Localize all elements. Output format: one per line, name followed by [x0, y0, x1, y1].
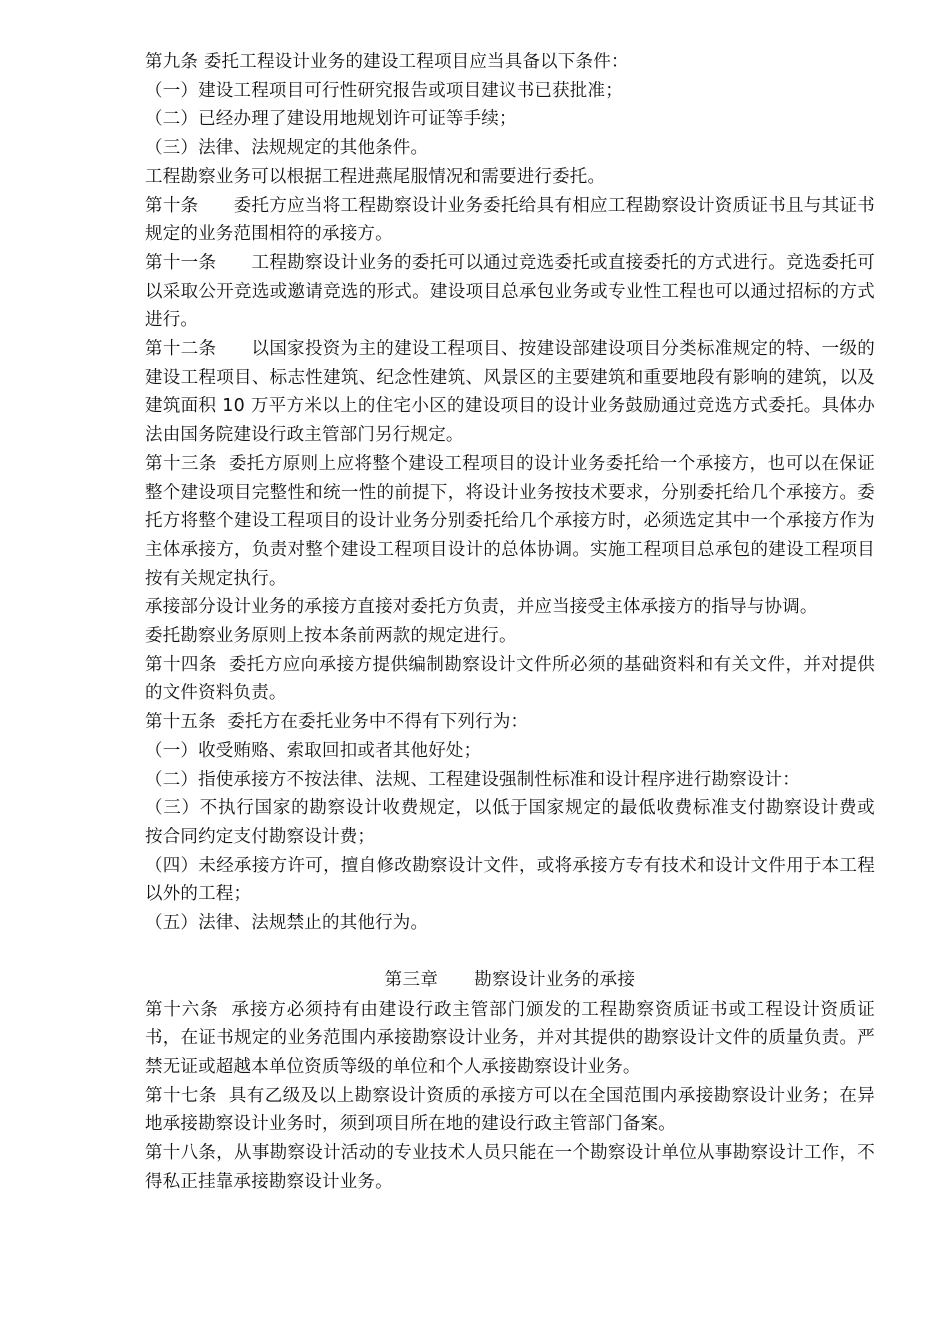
article-9-item-2: （二）已经办理了建设用地规划许可证等手续； [145, 109, 517, 130]
article-9-item-1: （一）建设工程项目可行性研究报告或项目建议书已获批准； [145, 80, 623, 101]
article-17: 第十七条 具有乙级及以上勘察设计资质的承接方可以在全国范围内承接勘察设计业务；在异地承接勘察设计业务时，须到项目所在地的建设行政主管部门备案。 [145, 1085, 875, 1135]
article-14: 第十四条 委托方应向承接方提供编制勘察设计文件所必须的基础资料和有关文件，并对提供的文件资料负责。 [145, 654, 875, 704]
article-18: 第十八条，从事勘察设计活动的专业技术人员只能在一个勘察设计单位从事勘察设计工作，不得私正挂靠承接勘察设计业务。 [145, 1143, 875, 1192]
article-10: 第十条 委托方应当将工程勘察设计业务委托给具有相应工程勘察设计资质证书且与其证书规定的业务范围相符的承接方。 [145, 195, 875, 245]
article-11: 第十一条 工程勘察设计业务的委托可以通过竞选委托或直接委托的方式进行。竞选委托可以采取公开竞选或邀请竞选的形式。建设项目总承包业务或专业性工程也可以通过招标的方式进行。 [145, 252, 875, 331]
document-page [145, 48, 881, 1196]
article-15-item-4: （四）未经承接方许可，擅自修改勘察设计文件，或将承接方专有技术和设计文件用于本工程以外的工程； [145, 855, 875, 905]
chapter-title: 勘察设计业务的承接 [474, 969, 636, 990]
article-12: 第十二条 以国家投资为主的建设工程项目、按建设部建设项目分类标准规定的特、一级的建设工程项目、标志性建筑、纪念性建筑、风景区的主要建筑和重要地段有影响的建筑，以及建筑面积 10 万平方米以上的住宅小区的建设项目的设计业务鼓励通过竞选方式委托。具体办法由国务院建设行政主管部门另行规定。 [145, 339, 875, 446]
article-9-item-3: （三）法律、法规规定的其他条件。 [145, 138, 429, 159]
article-section-acceptance [145, 996, 875, 1197]
article-13-para-2: 承接部分设计业务的承接方直接对委托方负责，并应当接受主体承接方的指导与协调。 [145, 597, 818, 618]
article-15-item-5: （五）法律、法规禁止的其他行为。 [145, 913, 429, 934]
article-15-item-1: （一）收受贿赂、索取回扣或者其他好处； [145, 740, 482, 761]
article-9: 第九条 委托工程设计业务的建设工程项目应当具备以下条件： [145, 52, 629, 72]
article-15-item-3: （三）不执行国家的勘察设计收费规定，以低于国家规定的最低收费标准支付勘察设计费或 按合同约定支付勘察设计费； [145, 798, 881, 847]
article-15: 第十五条 委托方在委托业务中不得有下列行为： [145, 712, 529, 733]
article-section-delegation [145, 48, 881, 938]
chapter-number: 第三章 [384, 969, 439, 990]
chapter-heading [145, 966, 875, 995]
article-13-para-3: 委托勘察业务原则上按本条前两款的规定进行。 [145, 626, 517, 647]
article-9-note: 工程勘察业务可以根据工程进燕尾服情况和需要进行委托。 [145, 166, 606, 187]
article-13: 第十三条 委托方原则上应将整个建设工程项目的设计业务委托给一个承接方，也可以在保证整个建设项目完整性和统一性的前提下，将设计业务按技术要求，分别委托给几个承接方。委托方将整个建设工程项目的设计业务分别委托给几个承接方时，必须选定其中一个承接方作为主体承接方，负责对整个建设工程项目设计的总体协调。实施工程项目总承包的建设工程项目按有关规定执行。 [145, 453, 875, 589]
article-15-item-2: （二）指使承接方不按法律、法规、工程建设强制性标准和设计程序进行勘察设计： [145, 769, 800, 790]
article-16: 第十六条 承接方必须持有由建设行政主管部门颁发的工程勘察资质证书或工程设计资质证书，在证书规定的业务范围内承接勘察设计业务，并对其提供的勘察设计文件的质量负责。严禁无证或超越本单位资质等级的单位和个人承接勘察设计业务。 [145, 999, 875, 1077]
